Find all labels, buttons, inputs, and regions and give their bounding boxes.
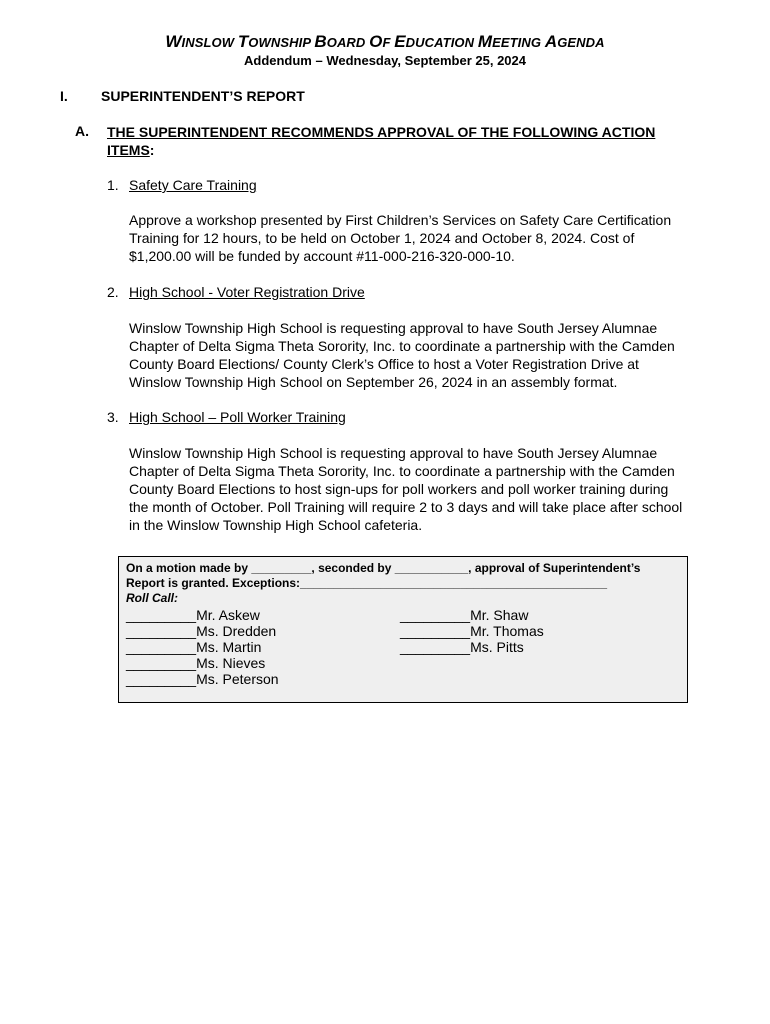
description-line: Winslow Township High School on September 26, 2024 in an assembly format.	[129, 374, 618, 390]
title-word: WINSLOW	[165, 32, 238, 51]
description-line: Winslow Township High School is requesting approval to have South Jersey Alumnae	[129, 445, 658, 461]
agenda-item-number: 3.	[107, 409, 119, 425]
description-line: County Board Elections/ County Clerk’s Office to host a Voter Registration Drive at	[129, 356, 639, 372]
description-line: Winslow Township High School is requesting approval to have South Jersey Alumnae	[129, 320, 658, 336]
agenda-item-label: Safety Care Training	[129, 177, 257, 193]
roll-call-member: _________Mr. Shaw	[400, 607, 529, 623]
roll-call-member: _________Ms. Nieves	[126, 655, 266, 671]
agenda-item-heading	[107, 177, 257, 193]
document-title	[0, 32, 770, 52]
section-i-title: SUPERINTENDENT’S REPORT	[101, 88, 305, 104]
title-word: MEETING	[477, 32, 545, 51]
section-a-title	[107, 123, 655, 159]
motion-line: On a motion made by _________, seconded by ___________, approval of Superintendent’s	[126, 561, 641, 575]
roll-call-label: Roll Call:	[126, 591, 179, 605]
agenda-item-label: High School – Poll Worker Training	[129, 409, 346, 425]
roll-call-right-column	[400, 607, 544, 655]
roll-call-member: _________Mr. Askew	[126, 607, 260, 623]
section-i-number: I.	[60, 88, 68, 104]
description-line: Chapter of Delta Sigma Theta Sorority, Inc. to coordinate a partnership with the Camden	[129, 463, 675, 479]
agenda-item-heading	[107, 409, 346, 425]
agenda-item-heading	[107, 284, 365, 300]
agenda-item-label: High School - Voter Registration Drive	[129, 284, 365, 300]
section-a-title-colon: :	[149, 142, 155, 158]
document-subtitle: Addendum – Wednesday, September 25, 2024	[243, 53, 526, 68]
title-word: AGENDA	[544, 32, 605, 51]
section-a-number: A.	[75, 123, 89, 139]
roll-call-member: _________Ms. Martin	[126, 639, 262, 655]
section-a-title-line2: ITEMS	[107, 142, 150, 158]
description-line: Approve a workshop presented by First Children’s Services on Safety Care Certification	[129, 212, 672, 228]
description-line: the month of October. Poll Training will require 2 to 3 days and will take place after school	[129, 499, 683, 515]
description-line: Training for 12 hours, to be held on October 1, 2024 and October 8, 2024. Cost of	[129, 230, 635, 246]
agenda-item-description	[129, 319, 729, 391]
roll-call-member: _________Ms. Peterson	[126, 671, 279, 687]
description-line: County Board Elections to host sign-ups for poll workers and poll worker training during	[129, 481, 669, 497]
agenda-item-number: 2.	[107, 284, 119, 300]
roll-call-member: _________Ms. Dredden	[126, 623, 277, 639]
description-line: in the Winslow Township High School cafeteria.	[129, 517, 423, 533]
motion-text	[126, 561, 686, 591]
description-line: $1,200.00 will be funded by account #11-000-216-320-000-10.	[129, 248, 515, 264]
agenda-item-description	[129, 211, 729, 265]
roll-call-member: _________Ms. Pitts	[400, 639, 524, 655]
agenda-item-description	[129, 444, 729, 534]
agenda-item-number: 1.	[107, 177, 119, 193]
title-word: EDUCATION	[394, 32, 478, 51]
motion-line: Report is granted. Exceptions:______________________________________________	[126, 576, 608, 590]
motion-box	[118, 556, 688, 703]
description-line: Chapter of Delta Sigma Theta Sorority, Inc. to coordinate a partnership with the Camden	[129, 338, 675, 354]
title-word: OF	[369, 32, 395, 51]
title-word: BOARD	[314, 32, 370, 51]
title-word: TOWNSHIP	[237, 32, 315, 51]
section-a-title-line1: THE SUPERINTENDENT RECOMMENDS APPROVAL OF THE FOLLOWING ACTION	[107, 124, 656, 140]
roll-call-left-column	[126, 607, 279, 687]
roll-call-member: _________Mr. Thomas	[400, 623, 544, 639]
